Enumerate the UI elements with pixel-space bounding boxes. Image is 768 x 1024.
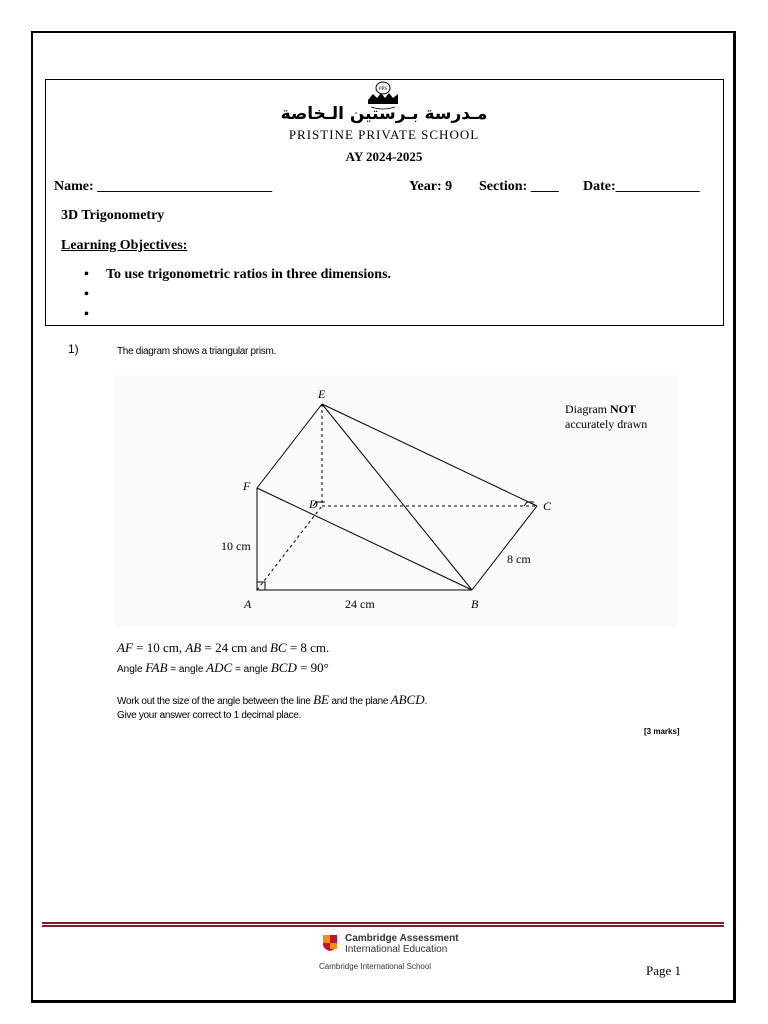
- question-intro: The diagram shows a triangular prism.: [117, 346, 276, 357]
- edge-fe: [257, 404, 322, 488]
- marks-label: [3 marks]: [644, 727, 680, 736]
- edge-ad: [257, 506, 322, 590]
- learning-objectives-title: Learning Objectives:: [61, 238, 188, 253]
- edge-ec: [322, 404, 537, 506]
- section-field: Section: ____: [479, 179, 559, 194]
- logo-text: PPS: [378, 87, 388, 92]
- work-out-instruction: Work out the size of the angle between the line BE and the plane ABCD.: [117, 692, 428, 707]
- prism-diagram: [114, 375, 678, 627]
- cambridge-line-1: Cambridge Assessment: [345, 933, 459, 944]
- edge-fb: [257, 488, 472, 590]
- point-f: F: [243, 479, 251, 493]
- date-field: Date:____________: [583, 179, 700, 194]
- cambridge-line-2: International Education: [345, 944, 448, 955]
- objective-item: [84, 285, 391, 305]
- rounding-instruction: Give your answer correct to 1 decimal place.: [117, 710, 302, 721]
- bullet-icon: •: [84, 287, 89, 302]
- year-field: Year: 9: [409, 179, 453, 194]
- page-number: Page 1: [646, 963, 682, 978]
- label-bc: 8 cm: [507, 552, 531, 566]
- objectives-list: [84, 265, 391, 325]
- point-b: B: [471, 597, 479, 611]
- point-c: C: [543, 499, 552, 513]
- bullet-icon: •: [84, 267, 89, 282]
- name-field: Name: _________________________: [54, 179, 273, 194]
- diagram-note-line1: Diagram NOT: [565, 402, 636, 416]
- label-af: 10 cm: [221, 539, 251, 553]
- academic-year: AY 2024-2025: [345, 149, 423, 164]
- school-name-english: PRISTINE PRIVATE SCHOOL: [288, 127, 480, 142]
- objective-item: • To use trigonometric ratios in three dimensions.: [84, 265, 391, 285]
- given-line-2: Angle FAB = angle ADC = angle BCD = 90°: [117, 660, 329, 675]
- diagram-note-line2: accurately drawn: [565, 417, 648, 431]
- given-line-1: AF = 10 cm, AB = 24 cm and BC = 8 cm.: [117, 640, 330, 655]
- objective-item: [84, 305, 391, 325]
- footer-rule: [42, 922, 724, 927]
- label-ab: 24 cm: [345, 597, 375, 611]
- point-e: E: [318, 387, 326, 401]
- bullet-icon: •: [84, 307, 89, 322]
- cambridge-line-3: Cambridge International School: [319, 962, 432, 971]
- point-a: A: [244, 597, 252, 611]
- edge-bc: [472, 506, 537, 590]
- edge-eb: [322, 404, 472, 590]
- school-name-arabic: مـدرسة بـرستين الـخاصة: [280, 104, 488, 124]
- topic-title: 3D Trigonometry: [61, 208, 165, 223]
- cambridge-shield-icon: [322, 934, 338, 952]
- point-d: D: [309, 497, 318, 511]
- question-number: 1): [68, 342, 79, 356]
